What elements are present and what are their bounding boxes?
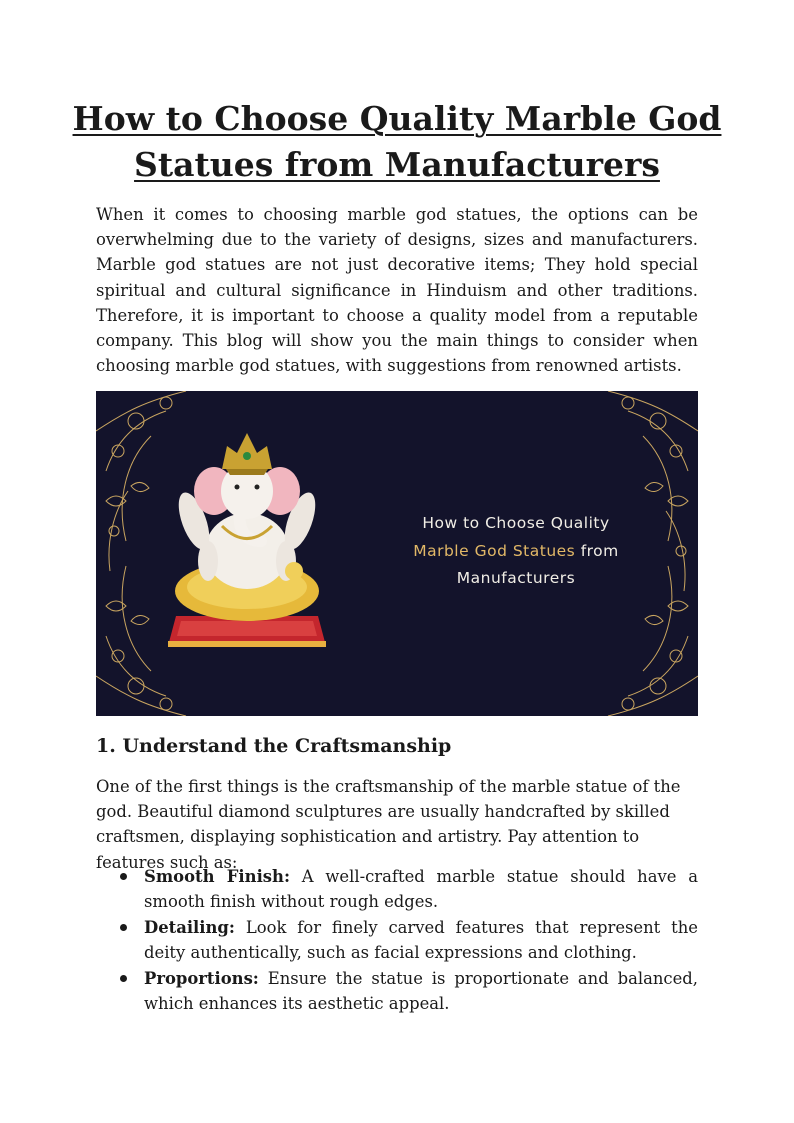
section-paragraph: One of the first things is the craftsmanship of the marble statue of the god. Beautiful diamond sculptures are usually handcrafted by skilled craftsmen, displaying sophistication and artistry. Pay attention to features such as: <box>96 777 681 872</box>
ganesha-statue-icon <box>168 433 326 647</box>
bullet-icon <box>120 873 127 880</box>
intro-paragraph: When it comes to choosing marble god statues, the options can be overwhelming due to the variety of designs, sizes and manufacturers. Marble god statues are not just decorative items; They hold special spiritual and cultural significance in Hinduism and other traditions. Therefore, it is important to choose a quality model from a reputable company. This blog will show you the main things to consider when choosing marble god statues, with suggestions from renowned artists. <box>96 205 698 376</box>
list-item <box>96 915 698 965</box>
banner-title-line-2 <box>396 538 636 566</box>
floral-corner-top-left-icon <box>96 391 186 571</box>
banner-image <box>96 391 698 716</box>
bullet-icon <box>120 975 127 982</box>
feature-list <box>96 864 698 1016</box>
banner-title-line-3: Manufacturers <box>456 569 576 587</box>
list-item-term: Detailing: <box>144 917 235 937</box>
banner-title <box>396 510 636 593</box>
list-item <box>96 966 698 1016</box>
banner-accent-text: Marble God Statues <box>413 541 576 560</box>
banner-title-line-1: How to Choose Quality <box>422 514 610 532</box>
list-item <box>96 864 698 914</box>
list-item-text: Look for finely carved features that represent the deity authentically, such as facial expressions and clothing. <box>144 917 698 962</box>
page-title: How to Choose Quality Marble God Statues from Manufacturers <box>72 99 722 184</box>
list-item-text: A well-crafted marble statue should have a smooth finish without rough edges. <box>144 867 698 912</box>
banner-title-line-2-rest: from <box>575 541 619 560</box>
bullet-icon <box>120 924 127 931</box>
list-item-term: Smooth Finish: <box>144 867 290 886</box>
section-heading: 1. Understand the Craftsmanship <box>96 735 452 757</box>
list-item-term: Proportions: <box>144 968 259 988</box>
list-item-text: Ensure the statue is proportionate and balanced, which enhances its aesthetic appeal. <box>144 968 698 1013</box>
